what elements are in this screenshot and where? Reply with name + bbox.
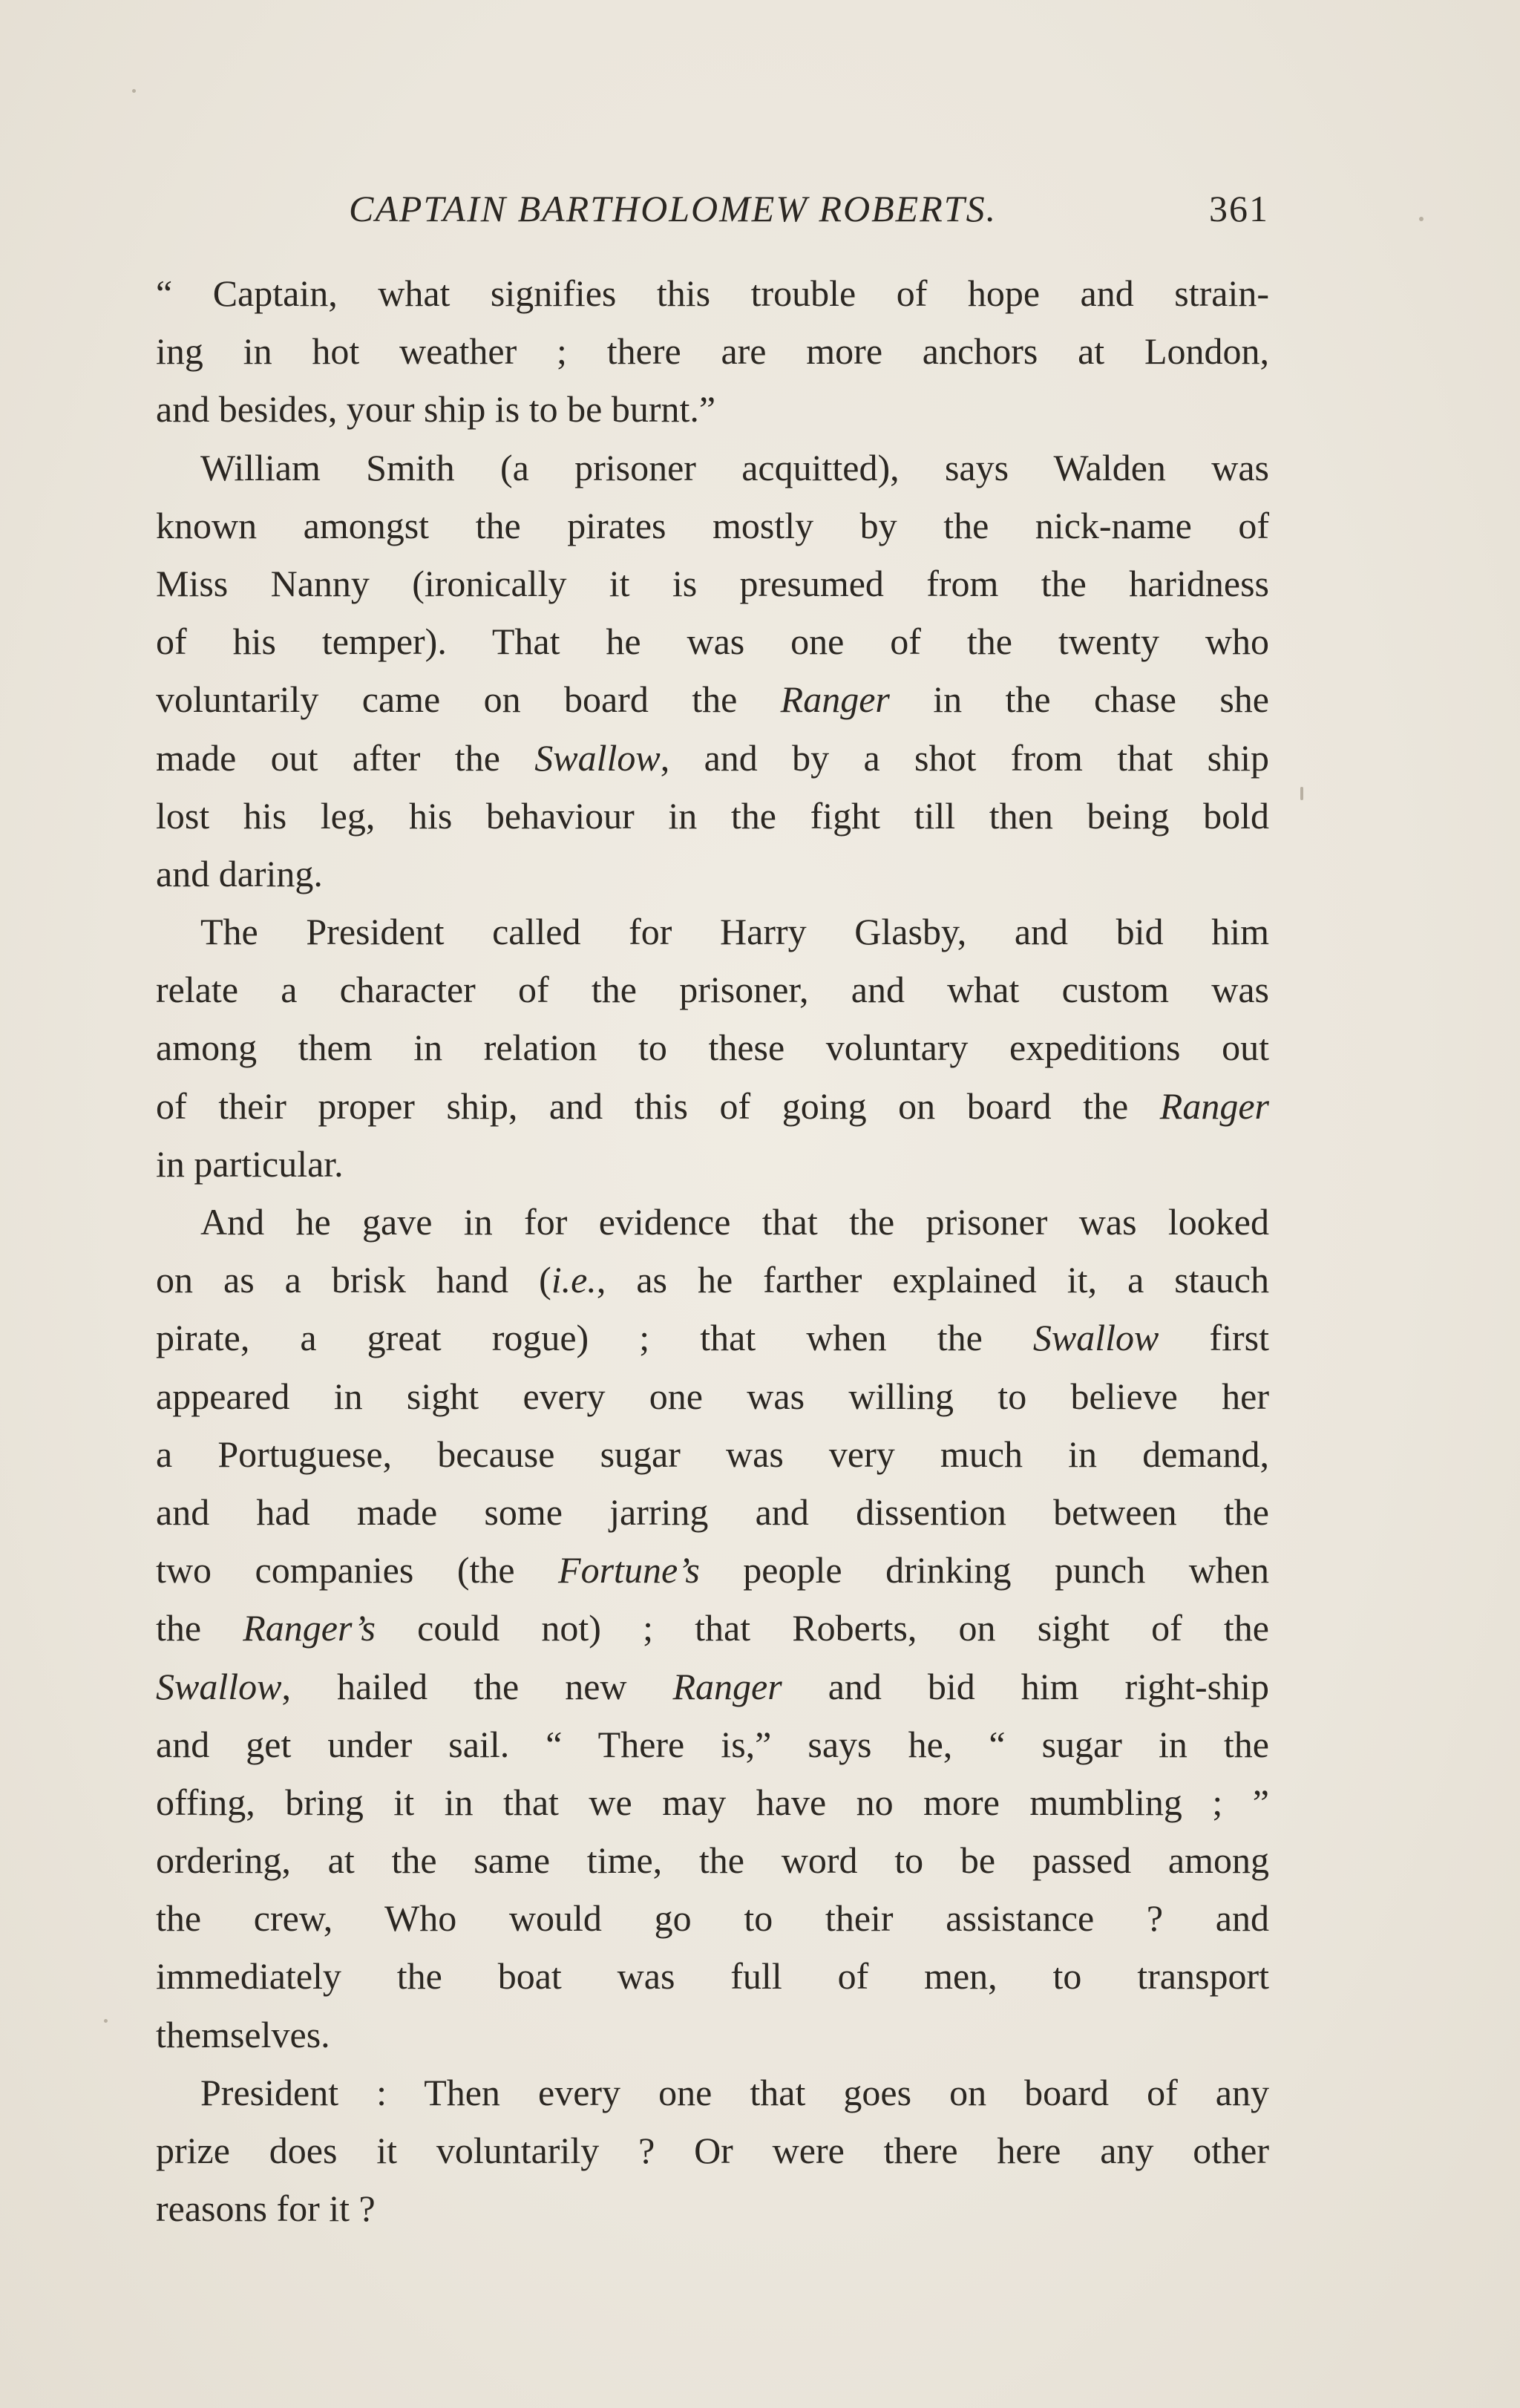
text-line: of their proper ship, and this of going on board the Ranger <box>156 1084 1269 1127</box>
text-line: offing, bring it in that we may have no more mumbling ; ” <box>156 1781 1269 1823</box>
text-line: two companies (the Fortune’s people drinking punch when <box>156 1549 1269 1591</box>
text-line: Swallow, hailed the new Ranger and bid him right-ship <box>156 1665 1269 1707</box>
text-line: and besides, your ship is to be burnt.” <box>156 388 716 431</box>
text-line: Miss Nanny (ironically it is presumed from the haridness <box>156 562 1269 604</box>
text-line: themselves. <box>156 2013 330 2055</box>
paper-speck <box>1300 787 1303 800</box>
paper-speck <box>132 89 136 93</box>
text-line: of his temper). That he was one of the twenty who <box>156 621 1269 663</box>
text-line: the crew, Who would go to their assistance ? and <box>156 1897 1269 1940</box>
text-line: “ Captain, what signifies this trouble of hope and strain- <box>156 272 1269 314</box>
text-line: the Ranger’s could not) ; that Roberts, on sight of the <box>156 1607 1269 1649</box>
text-line: and daring. <box>156 852 323 894</box>
text-line: immediately the boat was full of men, to transport <box>156 1955 1269 1998</box>
text-line: voluntarily came on board the Ranger in the chase she <box>156 678 1269 721</box>
text-line: reasons for it ? <box>156 2188 376 2230</box>
running-title: CAPTAIN BARTHOLOMEW ROBERTS. <box>349 188 998 229</box>
paper-speck <box>1419 217 1424 221</box>
text-line: lost his leg, his behaviour in the fight till then being bold <box>156 794 1269 837</box>
text-line: among them in relation to these voluntary expeditions out <box>156 1027 1269 1069</box>
text-line: And he gave in for evidence that the prisoner was looked <box>200 1201 1269 1243</box>
text-line: ordering, at the same time, the word to be passed among <box>156 1839 1269 1882</box>
text-line: on as a brisk hand (i.e., as he farther explained it, a stauch <box>156 1259 1269 1301</box>
body-text <box>156 264 1269 2237</box>
text-line: known amongst the pirates mostly by the nick-name of <box>156 504 1269 546</box>
paper-speck <box>104 2019 108 2023</box>
text-line: appeared in sight every one was willing to believe her <box>156 1375 1269 1417</box>
text-line: President : Then every one that goes on board of any <box>200 2071 1269 2113</box>
text-line: ing in hot weather ; there are more anchors at London, <box>156 330 1269 373</box>
text-line: and had made some jarring and dissention between the <box>156 1491 1269 1533</box>
text-line: The President called for Harry Glasby, and bid him <box>200 911 1269 953</box>
text-line: a Portuguese, because sugar was very much in demand, <box>156 1433 1269 1475</box>
text-line: prize does it voluntarily ? Or were there here any other <box>156 2130 1269 2171</box>
text-line: William Smith (a prisoner acquitted), says Walden was <box>200 446 1269 488</box>
text-line: pirate, a great rogue) ; that when the Swallow first <box>156 1317 1270 1359</box>
text-line: and get under sail. “ There is,” says he, “ sugar in the <box>156 1723 1269 1765</box>
running-header <box>156 187 1269 239</box>
text-line: relate a character of the prisoner, and what custom was <box>156 969 1269 1011</box>
text-line: made out after the Swallow, and by a shot from that ship <box>156 736 1269 779</box>
text-line: in particular. <box>156 1142 344 1185</box>
page-number: 361 <box>1209 188 1269 229</box>
